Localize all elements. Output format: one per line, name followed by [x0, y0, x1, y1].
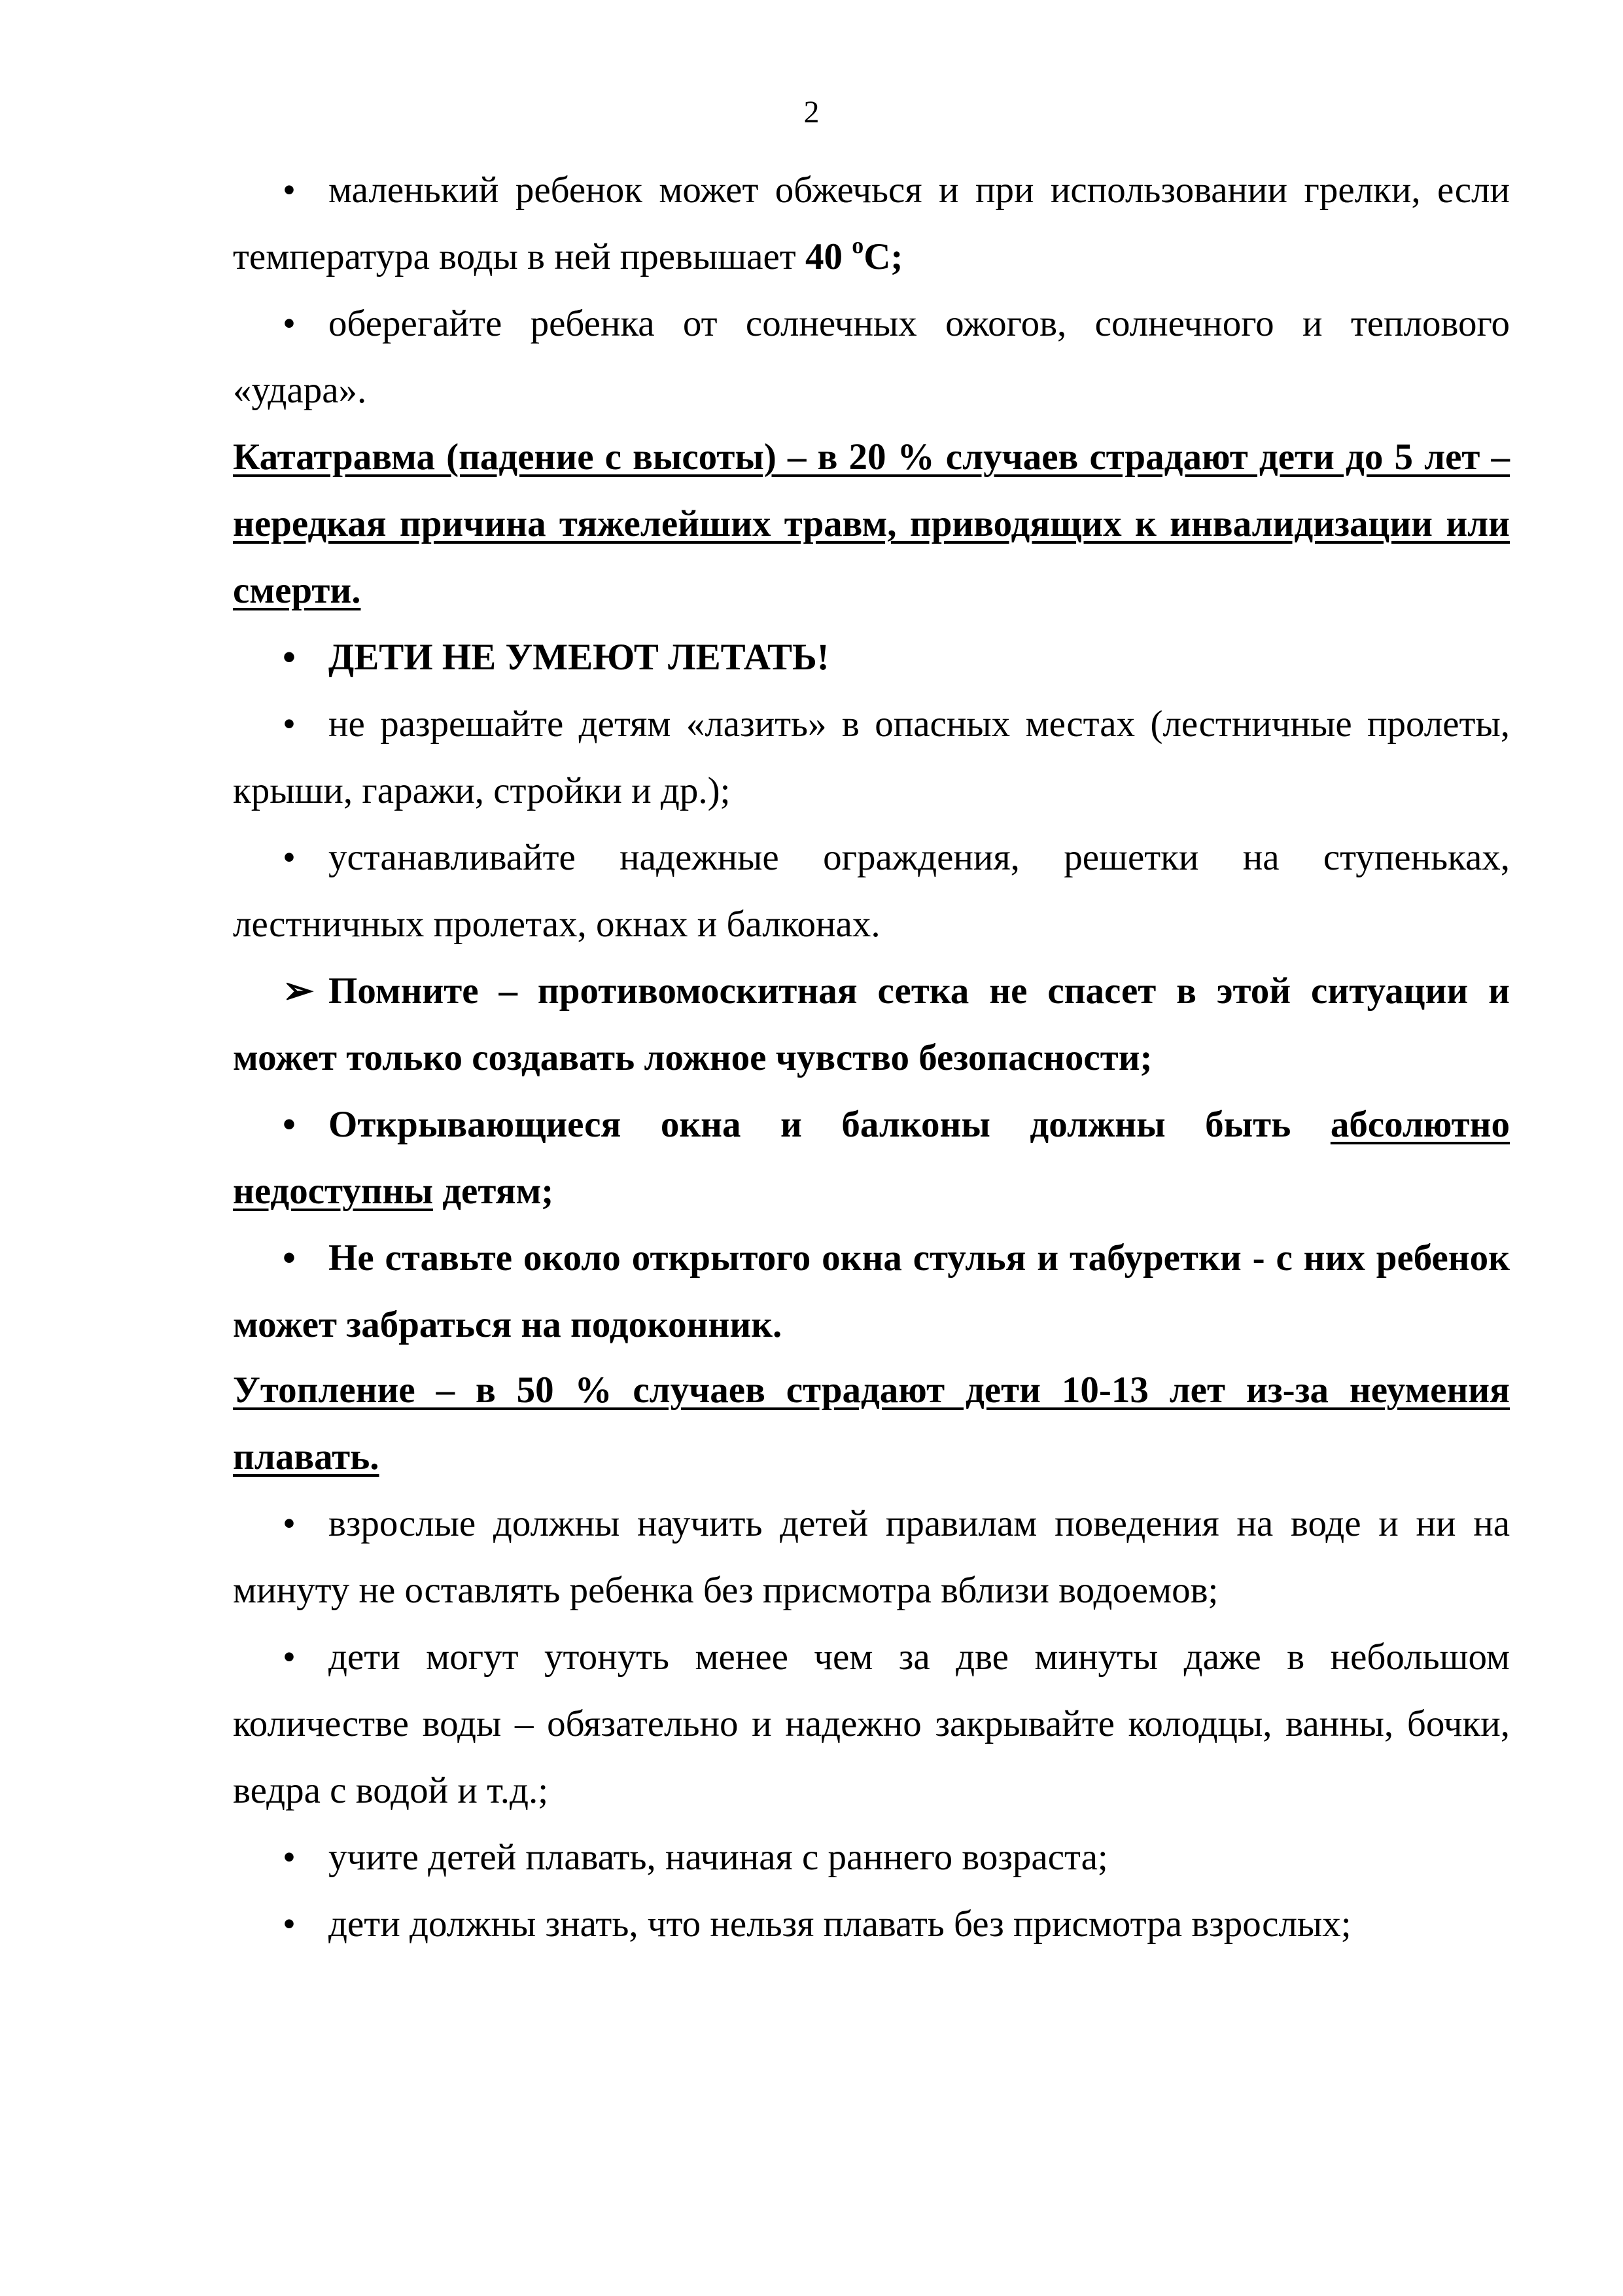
- arrow-text: Помните – противомоскитная сетка не спасет в этой ситуации и может только создавать ложное чувство безопасности;: [233, 970, 1510, 1078]
- section-heading-drowning: Утопление – в 50 % случаев страдают дети 10-13 лет из-за неумения плавать.: [233, 1369, 1510, 1477]
- bullet-icon: •: [283, 1237, 296, 1279]
- bullet-icon: •: [283, 1837, 296, 1878]
- bullet-item-railings: [233, 824, 1510, 958]
- bullet-text: учите детей плавать, начиная с раннего возраста;: [328, 1837, 1108, 1878]
- bullet-icon: •: [283, 637, 296, 678]
- page-number: 2: [803, 95, 820, 130]
- degree-sign: о: [852, 232, 864, 258]
- bullet-icon: •: [283, 1903, 296, 1945]
- bullet-text: взрослые должны научить детей правилам поведения на воде и ни на минуту не оставлять ребенка без присмотра вблизи водоемов;: [233, 1503, 1510, 1611]
- arrow-item-mosquito-net: [233, 958, 1510, 1091]
- bullet-icon: •: [283, 169, 296, 211]
- bullet-text: дети должны знать, что нельзя плавать без присмотра взрослых;: [328, 1903, 1352, 1945]
- temperature-value: 40: [805, 236, 852, 277]
- bullet-icon: •: [283, 1104, 296, 1145]
- bullet-icon: •: [283, 303, 296, 344]
- bullet-text: дети могут утонуть менее чем за две минуты даже в небольшом количестве воды – обязательно и надежно закрывайте колодцы, ванны, бочки, ведра с водой и т.д.;: [233, 1636, 1510, 1811]
- bullet-text: ДЕТИ НЕ УМЕЮТ ЛЕТАТЬ!: [328, 637, 829, 678]
- bullet-text-end: детям;: [432, 1171, 554, 1212]
- bullet-item-supervision: [233, 1491, 1510, 1624]
- bullet-icon: •: [283, 703, 296, 745]
- bullet-text: не разрешайте детям «лазить» в опасных местах (лестничные пролеты, крыши, гаражи, стройки и др.);: [233, 703, 1510, 811]
- section-heading-falls: Кататравма (падение с высоты) – в 20 % случаев страдают дети до 5 лет – нередкая причина тяжелейших травм, приводящих к инвалидизации или смерти.: [233, 436, 1510, 611]
- bullet-icon: •: [283, 837, 296, 878]
- bullet-text: оберегайте ребенка от солнечных ожогов, солнечного и теплового «удара».: [233, 303, 1510, 411]
- bullet-text: маленький ребенок может обжечься и при использовании грелки, если температура воды в ней превышает: [233, 169, 1510, 277]
- bullet-item-teach-swim: [233, 1824, 1510, 1891]
- bullet-item-chairs: [233, 1225, 1510, 1358]
- bullet-text: Не ставьте около открытого окна стулья и табуретки - с них ребенок может забраться на подоконник.: [233, 1237, 1510, 1345]
- bullet-item-no-swim-alone: [233, 1891, 1510, 1958]
- bullet-item-sun: [233, 291, 1510, 424]
- bullet-item-climbing: [233, 691, 1510, 824]
- bullet-icon: •: [283, 1636, 296, 1678]
- bullet-item-heating-pad: [233, 157, 1510, 291]
- bullet-text: Открывающиеся окна и балконы должны быть: [328, 1104, 1331, 1145]
- bullet-item-cant-fly: [233, 624, 1510, 691]
- bullet-item-small-water: [233, 1624, 1510, 1824]
- bullet-text: устанавливайте надежные ограждения, решетки на ступеньках, лестничных пролетах, окнах и балконах.: [233, 837, 1510, 945]
- underlined-emphasis: абсолютно недоступны: [233, 1104, 1510, 1212]
- bullet-item-windows: [233, 1091, 1510, 1225]
- temperature-unit: С;: [864, 236, 903, 277]
- arrow-bullet-icon: ➢: [283, 970, 314, 1012]
- bullet-icon: •: [283, 1503, 296, 1544]
